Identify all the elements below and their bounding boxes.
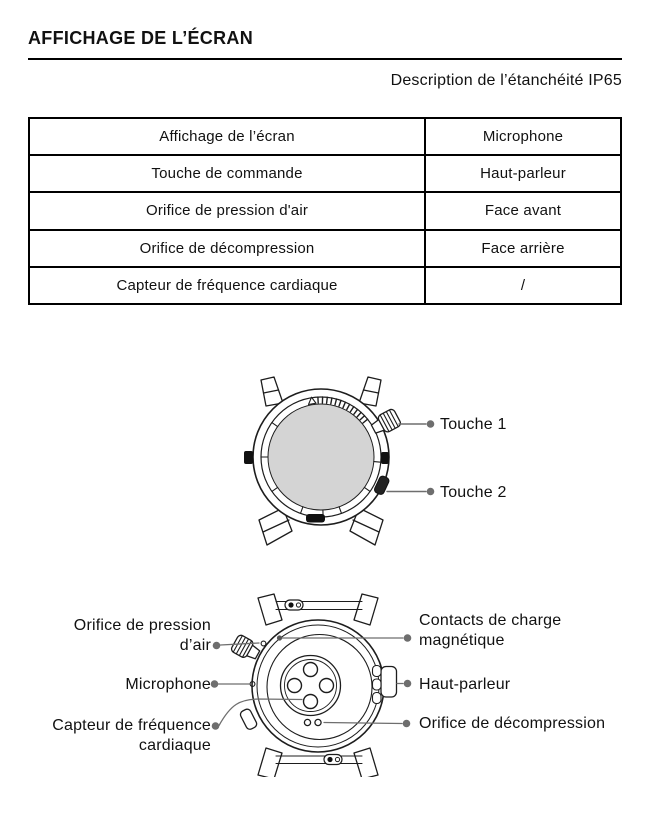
table-cell-left: Orifice de décompression: [29, 230, 425, 267]
charging-contact-point: [277, 635, 282, 640]
table-cell-right: Face avant: [425, 192, 621, 229]
label-charging-contacts: [419, 611, 561, 651]
table-cell-left: Affichage de l’écran: [29, 118, 425, 155]
lower-left-button: [239, 708, 258, 731]
leader-dot-air-pressure: [213, 642, 221, 650]
label-charging-line2: magnétique: [419, 632, 505, 649]
label-air-pressure-line2: d’air: [179, 637, 211, 654]
watch-back-diagram: [210, 592, 445, 777]
label-air-pressure-line1: Orifice de pression: [73, 617, 211, 634]
label-heart-rate-line1: Capteur de fréquence: [52, 717, 211, 734]
label-heart-rate-line2: cardiaque: [138, 737, 211, 754]
table-cell-right: Haut-parleur: [425, 155, 621, 192]
label-microphone: Microphone: [125, 676, 211, 693]
ip65-table: [28, 117, 622, 305]
table-cell-right: /: [425, 267, 621, 304]
label-heart-rate: [52, 716, 211, 756]
watch-screen: [269, 405, 374, 510]
table-row: [29, 192, 621, 229]
leader-dot-heart-rate: [212, 722, 220, 730]
watch-case-front: [253, 389, 389, 525]
leader-dot-decompression: [403, 720, 411, 728]
heart-rate-sensor: [281, 656, 341, 716]
section-subtitle: Description de l’étanchéité IP65: [390, 72, 622, 89]
watch-front-diagram: [240, 370, 440, 550]
table-cell-left: Orifice de pression d'air: [29, 192, 425, 229]
speaker: [373, 666, 397, 704]
table-cell-right: Face arrière: [425, 230, 621, 267]
table-cell-right: Microphone: [425, 118, 621, 155]
label-button-2: Touche 2: [440, 484, 507, 501]
leader-dot-microphone: [211, 680, 219, 688]
table-row: [29, 267, 621, 304]
leader-dot-button1: [427, 420, 435, 428]
table-row: [29, 155, 621, 192]
table-cell-left: Touche de commande: [29, 155, 425, 192]
label-charging-line1: Contacts de charge: [419, 612, 562, 629]
title-underline: [28, 58, 622, 60]
label-speaker: Haut-parleur: [419, 676, 511, 693]
leader-dot-button2: [427, 488, 435, 496]
label-decompression: Orifice de décompression: [419, 715, 606, 732]
page-title: AFFICHAGE DE L’ÉCRAN: [28, 28, 254, 48]
table-row: [29, 118, 621, 155]
leader-lines-front: [387, 420, 434, 495]
label-button-1: Touche 1: [440, 416, 507, 433]
leader-dot-charging: [404, 634, 412, 642]
label-air-pressure: [74, 616, 211, 656]
table-row: [29, 230, 621, 267]
leader-dot-speaker: [404, 680, 412, 688]
air-pressure-hole: [261, 641, 266, 646]
table-cell-left: Capteur de fréquence cardiaque: [29, 267, 425, 304]
